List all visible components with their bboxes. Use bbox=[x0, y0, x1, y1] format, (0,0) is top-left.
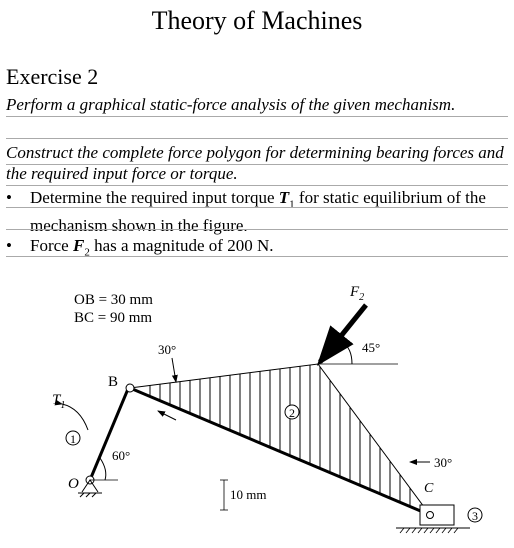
angle-30-slider: 30° bbox=[434, 455, 453, 470]
slider-c bbox=[396, 505, 470, 533]
offset-10mm: 10 mm bbox=[230, 487, 267, 502]
crank-ob bbox=[90, 389, 131, 480]
angle-60: 60° bbox=[112, 448, 131, 463]
link-1-label: 1 bbox=[70, 432, 76, 446]
link-2-label: 2 bbox=[289, 406, 295, 420]
dim-ob: OB = 30 mm bbox=[74, 292, 153, 308]
label-c: C bbox=[424, 481, 434, 496]
page-title: Theory of Machines bbox=[151, 6, 363, 35]
paragraph-task: Perform a graphical static-force analysis of the given mechanism. bbox=[6, 95, 456, 114]
bullet-dot: • bbox=[6, 188, 12, 207]
angle-30-top: 30° bbox=[158, 342, 177, 357]
ground-pivot-o bbox=[78, 476, 102, 497]
torque-symbol: T bbox=[278, 188, 290, 207]
dim-bc: BC = 90 mm bbox=[74, 310, 153, 326]
paragraph-polygon: Construct the complete force polygon for determining bearing forces and the required input force or torque. bbox=[6, 143, 504, 183]
label-o: O bbox=[68, 476, 79, 492]
label-b: B bbox=[108, 374, 119, 390]
force-subscript: 2 bbox=[84, 246, 90, 259]
torque-arrow bbox=[62, 404, 88, 430]
label-f: $F_2$ bbox=[350, 284, 365, 303]
link-3-label: 3 bbox=[472, 509, 478, 523]
angle-arrow-bottom bbox=[158, 411, 176, 420]
angle-arc-60 bbox=[100, 458, 106, 480]
force-f2-arrow bbox=[320, 305, 366, 362]
bullet-text: has a magnitude of 200 N. bbox=[89, 236, 274, 255]
bullet-dot: • bbox=[6, 236, 12, 255]
bullet-text: for static equilibrium of the mechanism shown in the figure. bbox=[30, 188, 486, 236]
force-symbol: F bbox=[72, 236, 85, 255]
angle-arc-45 bbox=[342, 342, 352, 364]
bullet-text: Determine the required input torque bbox=[30, 188, 279, 207]
angle-arrow-top bbox=[172, 358, 176, 382]
pin-b bbox=[126, 384, 134, 392]
label-t: $T_1$ bbox=[52, 392, 66, 411]
angle-45: 45° bbox=[362, 340, 381, 355]
torque-subscript: 1 bbox=[289, 198, 295, 211]
bullet-text: Force bbox=[30, 236, 73, 255]
exercise-heading: Exercise 2 bbox=[6, 64, 99, 89]
